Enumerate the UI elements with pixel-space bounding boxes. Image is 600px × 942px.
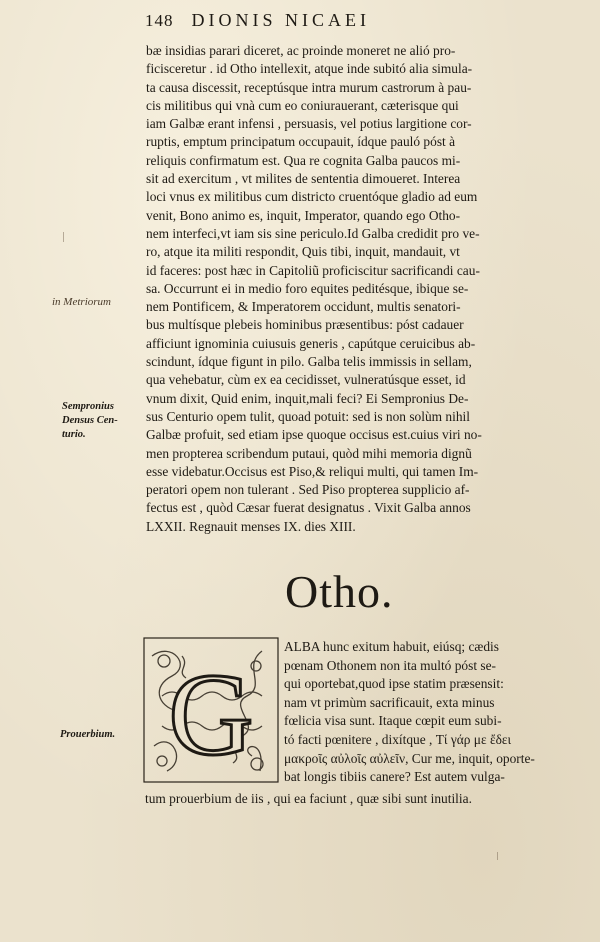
margin-note-line: turio. <box>62 429 86 440</box>
margin-note-line: Sempronius <box>62 401 114 412</box>
pencil-mark <box>497 852 498 860</box>
section-body-text <box>284 638 574 787</box>
text-line: ALBA hunc exitum habuit, eiúsq; cædis <box>284 639 499 654</box>
text-line: vnum dixit, Quid enim, inquit,mali feci? Ei Sempronius De- <box>146 390 469 406</box>
initial-letter: G <box>168 649 254 780</box>
text-line: reliquis confirmatum est. Qua re cognita Galba paucos mi- <box>146 152 461 168</box>
text-line: sit ad exercitum , vt milites de sententia dimoueret. Interea <box>146 171 461 187</box>
text-line: esse videbatur.Occisus est Piso,& reliqui multi, qui tamen Im- <box>146 463 479 479</box>
decorated-initial-g <box>142 636 280 784</box>
text-line: bat longis tibiis canere? Est autem vulga- <box>284 769 505 785</box>
text-line: sus Centurio opem tulit, quoad potuit: sed is non solùm nihil <box>146 408 470 424</box>
text-line: qua vehebatur, cùm ex ea cecidisset, vulneratúsque esset, id <box>146 372 466 388</box>
section-last-line: tum prouerbium de iis , qui ea faciunt , quæ sibi sunt inutilia. <box>145 791 472 806</box>
text-line: fœlicia visa sunt. Itaque cœpit eum subi- <box>284 713 502 729</box>
text-line: ruptis, emptum principatum occupauit, ídque pauló póst à <box>146 134 456 150</box>
text-line: iam Galbæ erant infensi , persuasis, vel potius largitione cor- <box>146 116 472 132</box>
text-line: tó facti pœnitere , dixítque , Τί γάρ με ἔδει <box>284 731 512 747</box>
text-line: id faceres: post hæc in Capitoliũ proficiscitur sacrificandi cau- <box>146 262 480 278</box>
pencil-mark <box>63 232 64 242</box>
text-line: fectus est , quòd Cæsar fuerat designatus . Vixit Galba annos <box>146 500 471 516</box>
text-line: μακροῖς αὐλοῖς αὐλεῖν, Cur me, inquit, oporte- <box>284 750 535 766</box>
text-line: loci vnus ex militibus cum districto cruentóque gladio ad eum <box>146 189 478 205</box>
text-line: nam vt primùm sacrificauit, exta minus <box>284 694 495 710</box>
margin-note-line: Densus Cen- <box>62 415 118 426</box>
text-line: peratori opem non tulerant . Sed Piso propterea supplicio af- <box>146 482 470 498</box>
text-line: bus multísque plebeis hominibus præsentibus: póst cadauer <box>146 317 464 333</box>
text-line: men propterea scribendum putaui, quòd mihi memoria dignũ <box>146 445 472 461</box>
margin-note-prouerbium: Prouerbium. <box>60 729 116 740</box>
text-line: afficiunt ignominia cuiusuis generis , capútque ceruicibus ab- <box>146 335 476 351</box>
text-line: LXXII. Regnauit menses IX. dies XIII. <box>146 518 356 534</box>
text-line: scindunt, ídque figunt in pilo. Galba telis immissis in sellam, <box>146 354 472 370</box>
text-line: nem interfeci,vt iam sis sine periculo.Id Galba credidit pro ve- <box>146 225 480 241</box>
running-head: DIONIS NICAEI <box>191 10 370 30</box>
text-line: qui oportebat,quod ipse statim præsensit: <box>284 676 504 692</box>
text-line: ta causa discessit, receptúsque intra murum castrorum à pau- <box>146 79 472 95</box>
handwritten-margin-note: in Metriorum <box>52 296 111 308</box>
text-line: pœnam Othonem non ita multó póst se- <box>284 657 496 673</box>
text-line: ro, atque ita militi respondit, Quis tibi, inquit, mandauit, vt <box>146 244 460 260</box>
text-line: Galbæ profuit, sed etiam ipse quoque occisus est.cuius viri no- <box>146 427 482 443</box>
text-line: sa. Occurrunt ei in medio foro equites peditésque, ibique se- <box>146 280 469 296</box>
text-line: nem Pontificem, & Imperatorem occidunt, multis senatori- <box>146 299 461 315</box>
text-line: cis militibus qui vnà cum eo coniurauerant, cæterisque qui <box>146 97 459 113</box>
page-header <box>145 10 465 40</box>
page-number: 148 <box>145 11 174 30</box>
text-line: ficisceretur . id Otho intellexit, atque inde subitó alia simula- <box>146 61 473 77</box>
body-text <box>146 42 564 536</box>
text-line: venit, Bono animo es, inquit, Imperator, quando ego Otho- <box>146 207 461 223</box>
section-title: Otho. <box>285 566 394 617</box>
text-line: bæ insidias parari diceret, ac proinde moneret ne alió pro- <box>146 43 456 58</box>
margin-note-sempronius <box>62 400 118 442</box>
